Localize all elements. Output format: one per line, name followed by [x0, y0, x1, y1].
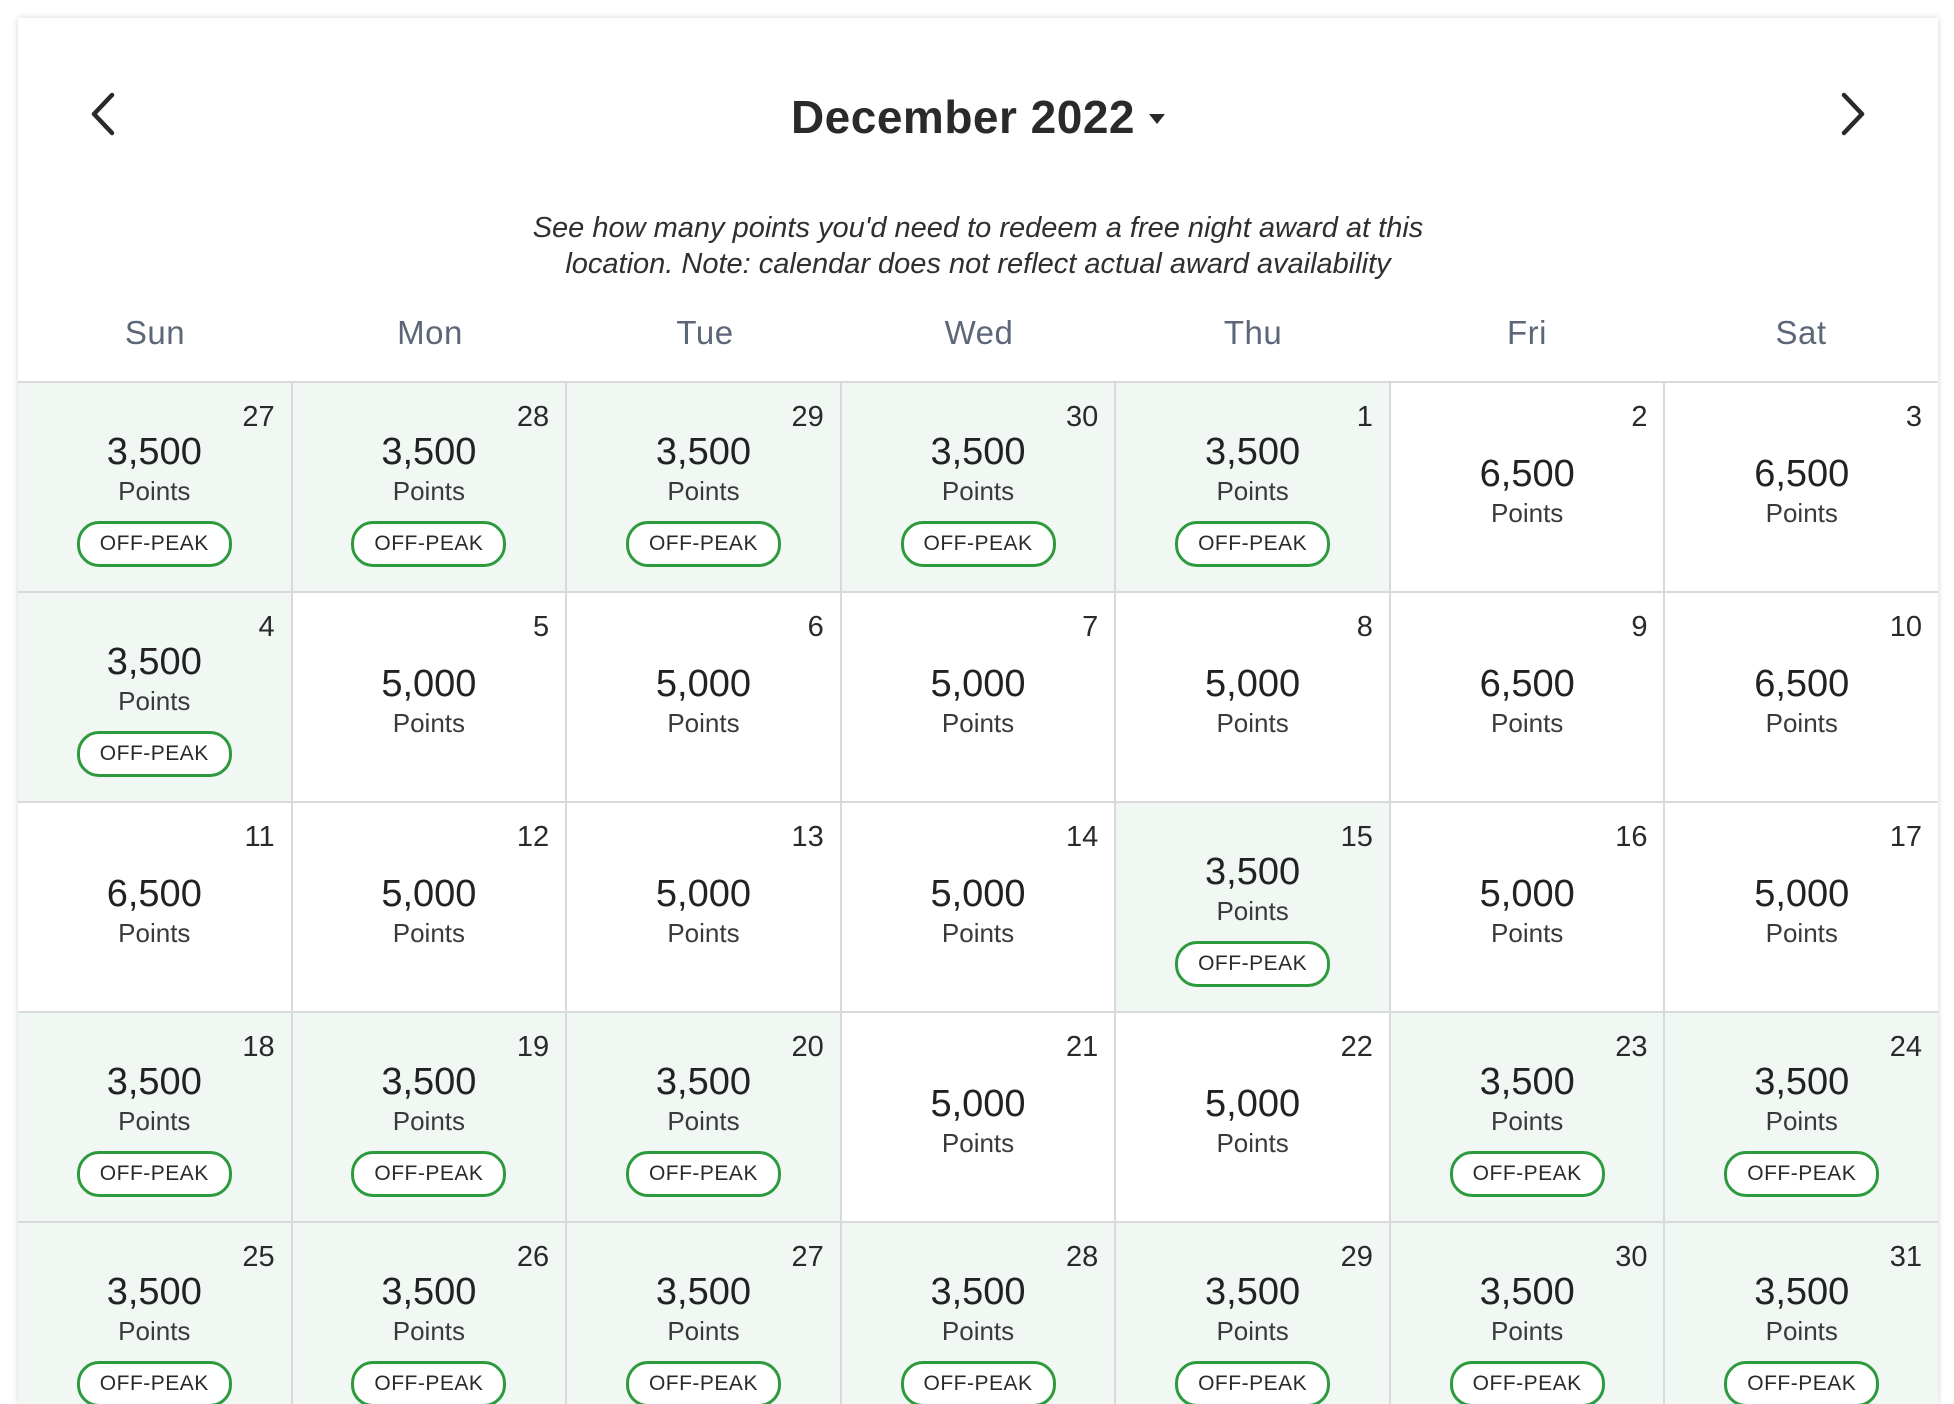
points-label: Points: [667, 918, 740, 948]
day-number: 21: [1066, 1031, 1099, 1063]
calendar-day-cell[interactable]: [842, 803, 1117, 1011]
month-select[interactable]: [18, 90, 1938, 144]
day-number: 14: [1066, 821, 1099, 853]
day-points-block: [1391, 1269, 1664, 1404]
points-label: Points: [1216, 708, 1289, 738]
points-label: Points: [667, 708, 740, 738]
calendar-day-cell[interactable]: [1116, 803, 1391, 1011]
off-peak-badge: OFF-PEAK: [77, 1361, 232, 1404]
points-value: 3,500: [1479, 1271, 1575, 1313]
day-points-block: [567, 1059, 840, 1197]
off-peak-badge: OFF-PEAK: [77, 731, 232, 777]
points-label: Points: [118, 476, 191, 506]
points-calendar: [18, 18, 1938, 1404]
day-points-block: [1665, 871, 1938, 949]
day-points-block: [842, 1269, 1115, 1404]
points-label: Points: [1491, 1316, 1564, 1346]
calendar-day-cell[interactable]: [1665, 1013, 1938, 1221]
points-label: Points: [1216, 1316, 1289, 1346]
day-number: 24: [1889, 1031, 1923, 1063]
off-peak-badge: OFF-PEAK: [901, 1361, 1056, 1404]
points-label: Points: [392, 476, 465, 506]
points-value: 5,000: [930, 873, 1026, 915]
day-number: 28: [516, 401, 550, 433]
points-value: 3,500: [655, 1271, 751, 1313]
points-value: 5,000: [930, 663, 1026, 705]
points-value: 3,500: [106, 1061, 202, 1103]
off-peak-badge: OFF-PEAK: [626, 521, 781, 567]
calendar-day-cell[interactable]: [1391, 803, 1666, 1011]
points-value: 6,500: [106, 873, 202, 915]
off-peak-badge: OFF-PEAK: [1724, 1361, 1879, 1404]
day-number: 6: [807, 611, 824, 643]
day-points-block: [567, 871, 840, 949]
points-label: Points: [1491, 708, 1564, 738]
day-points-block: [567, 429, 840, 567]
points-value: 6,500: [1479, 663, 1575, 705]
points-label: Points: [1491, 498, 1564, 528]
points-value: 5,000: [381, 873, 477, 915]
points-value: 5,000: [1205, 663, 1301, 705]
points-value: 3,500: [1205, 851, 1301, 893]
weekday-label: Sun: [124, 314, 186, 351]
weekday-label: Wed: [944, 314, 1014, 351]
calendar-day-cell[interactable]: [18, 383, 293, 591]
chevron-right-icon: [1838, 91, 1868, 137]
off-peak-badge: OFF-PEAK: [626, 1151, 781, 1197]
day-points-block: [842, 1081, 1115, 1159]
calendar-week-row: [18, 383, 1938, 593]
calendar-day-cell[interactable]: [18, 1013, 293, 1221]
points-value: 6,500: [1754, 453, 1850, 495]
day-number: 27: [791, 1241, 824, 1273]
off-peak-badge: OFF-PEAK: [351, 1151, 506, 1197]
calendar-day-cell[interactable]: [567, 803, 842, 1011]
calendar-week-row: [18, 1223, 1938, 1404]
day-number: 22: [1340, 1031, 1373, 1063]
weekday-label: Mon: [397, 314, 463, 351]
points-value: 3,500: [1205, 1271, 1301, 1313]
calendar-day-cell[interactable]: [1116, 1013, 1391, 1221]
day-points-block: [293, 871, 566, 949]
weekday-label: Thu: [1223, 314, 1283, 351]
points-value: 6,500: [1479, 453, 1575, 495]
points-label: Points: [118, 1106, 191, 1136]
calendar-day-cell[interactable]: [1665, 593, 1938, 801]
points-label: Points: [392, 1106, 465, 1136]
points-value: 3,500: [1205, 431, 1301, 473]
points-value: 3,500: [106, 641, 202, 683]
weekday-label: Sat: [1775, 314, 1827, 351]
day-number: 26: [516, 1241, 550, 1273]
day-number: 28: [1066, 1241, 1099, 1273]
calendar-day-cell[interactable]: [567, 1013, 842, 1221]
calendar-day-cell[interactable]: [1116, 383, 1391, 591]
calendar-day-cell[interactable]: [842, 1223, 1117, 1404]
calendar-day-cell[interactable]: [293, 1223, 568, 1404]
calendar-day-cell[interactable]: [18, 1223, 293, 1404]
points-value: 5,000: [930, 1083, 1026, 1125]
points-label: Points: [1216, 1128, 1289, 1158]
day-points-block: [1391, 451, 1664, 529]
points-value: 5,000: [655, 873, 751, 915]
day-number: 20: [791, 1031, 824, 1063]
points-value: 3,500: [930, 1271, 1026, 1313]
day-number: 4: [258, 611, 275, 643]
off-peak-badge: OFF-PEAK: [901, 521, 1056, 567]
day-number: 11: [244, 821, 275, 853]
points-label: Points: [1491, 918, 1564, 948]
points-label: Points: [1765, 498, 1838, 528]
off-peak-badge: OFF-PEAK: [1450, 1151, 1605, 1197]
off-peak-badge: OFF-PEAK: [1175, 1361, 1330, 1404]
points-label: Points: [667, 1106, 740, 1136]
points-label: Points: [941, 1128, 1015, 1158]
points-value: 5,000: [1479, 873, 1575, 915]
points-value: 3,500: [655, 1061, 751, 1103]
points-value: 5,000: [381, 663, 477, 705]
off-peak-badge: OFF-PEAK: [77, 521, 232, 567]
day-number: 10: [1889, 611, 1923, 643]
points-value: 3,500: [1479, 1061, 1575, 1103]
calendar-day-cell[interactable]: [293, 383, 568, 591]
points-value: 3,500: [106, 431, 202, 473]
day-points-block: [1665, 661, 1938, 739]
day-number: 9: [1631, 611, 1648, 643]
points-value: 5,000: [655, 663, 751, 705]
calendar-day-cell[interactable]: [293, 1013, 568, 1221]
day-points-block: [18, 1059, 291, 1197]
calendar-day-cell[interactable]: [293, 593, 568, 801]
calendar-day-cell[interactable]: [1391, 383, 1666, 591]
points-label: Points: [1216, 476, 1289, 506]
points-label: Points: [667, 476, 740, 506]
day-points-block: [18, 1269, 291, 1404]
points-value: 3,500: [930, 431, 1026, 473]
calendar-day-cell[interactable]: [567, 1223, 842, 1404]
off-peak-badge: OFF-PEAK: [1175, 521, 1330, 567]
calendar-day-cell[interactable]: [1391, 1223, 1666, 1404]
day-number: 2: [1631, 401, 1648, 433]
off-peak-badge: OFF-PEAK: [77, 1151, 232, 1197]
day-points-block: [567, 1269, 840, 1404]
day-points-block: [842, 871, 1115, 949]
points-value: 3,500: [1754, 1271, 1850, 1313]
points-value: 6,500: [1754, 663, 1850, 705]
calendar-week-row: [18, 593, 1938, 803]
day-points-block: [293, 1059, 566, 1197]
day-number: 16: [1615, 821, 1648, 853]
off-peak-badge: OFF-PEAK: [1450, 1361, 1605, 1404]
points-label: Points: [941, 918, 1015, 948]
points-label: Points: [941, 708, 1015, 738]
points-value: 3,500: [655, 431, 751, 473]
day-points-block: [1116, 1269, 1389, 1404]
day-number: 15: [1340, 821, 1373, 853]
day-points-block: [293, 429, 566, 567]
day-number: 31: [1889, 1241, 1923, 1273]
day-number: 8: [1356, 611, 1373, 643]
day-number: 25: [242, 1241, 275, 1273]
caret-down-icon: [1149, 114, 1165, 124]
day-points-block: [1665, 1059, 1938, 1197]
day-points-block: [1391, 1059, 1664, 1197]
day-number: 29: [1340, 1241, 1373, 1273]
points-label: Points: [941, 476, 1015, 506]
off-peak-badge: OFF-PEAK: [1724, 1151, 1879, 1197]
calendar-day-cell[interactable]: [1665, 803, 1938, 1011]
day-number: 27: [242, 401, 275, 433]
day-points-block: [293, 1269, 566, 1404]
day-points-block: [567, 661, 840, 739]
calendar-week-row: [18, 1013, 1938, 1223]
weekday-label: Fri: [1507, 314, 1547, 351]
points-value: 3,500: [381, 431, 477, 473]
day-points-block: [1116, 429, 1389, 567]
day-points-block: [1116, 849, 1389, 987]
calendar-header: [18, 18, 1938, 148]
points-label: Points: [1216, 896, 1289, 926]
day-number: 7: [1082, 611, 1099, 643]
next-month-button[interactable]: [1823, 84, 1883, 144]
off-peak-badge: OFF-PEAK: [351, 1361, 506, 1404]
day-points-block: [1116, 1081, 1389, 1159]
day-points-block: [1391, 661, 1664, 739]
day-points-block: [293, 661, 566, 739]
points-label: Points: [118, 1316, 191, 1346]
day-number: 29: [791, 401, 824, 433]
day-points-block: [1116, 661, 1389, 739]
points-value: 3,500: [106, 1271, 202, 1313]
off-peak-badge: OFF-PEAK: [1175, 941, 1330, 987]
calendar-day-cell[interactable]: [293, 803, 568, 1011]
weekday-label: Tue: [676, 314, 734, 351]
day-number: 19: [516, 1031, 550, 1063]
day-number: 17: [1889, 821, 1923, 853]
calendar-day-cell[interactable]: [567, 383, 842, 591]
day-points-block: [18, 429, 291, 567]
points-label: Points: [1765, 1106, 1838, 1136]
points-label: Points: [118, 686, 191, 716]
day-number: 18: [242, 1031, 275, 1063]
day-number: 5: [533, 611, 550, 643]
points-label: Points: [667, 1316, 740, 1346]
day-points-block: [18, 639, 291, 777]
points-label: Points: [1765, 1316, 1838, 1346]
points-value: 3,500: [1754, 1061, 1850, 1103]
points-label: Points: [392, 708, 465, 738]
calendar-day-cell[interactable]: [18, 593, 293, 801]
points-label: Points: [941, 1316, 1015, 1346]
day-number: 23: [1615, 1031, 1648, 1063]
calendar-day-cell[interactable]: [1391, 593, 1666, 801]
calendar-day-cell[interactable]: [18, 803, 293, 1011]
calendar-day-cell[interactable]: [567, 593, 842, 801]
points-label: Points: [1765, 708, 1838, 738]
points-value: 3,500: [381, 1271, 477, 1313]
points-value: 5,000: [1754, 873, 1850, 915]
points-value: 5,000: [1205, 1083, 1301, 1125]
calendar-day-cell[interactable]: [842, 593, 1117, 801]
day-number: 3: [1905, 401, 1923, 433]
day-points-block: [1665, 451, 1938, 529]
day-number: 13: [791, 821, 824, 853]
points-label: Points: [392, 918, 465, 948]
points-label: Points: [1491, 1106, 1564, 1136]
day-points-block: [1665, 1269, 1938, 1404]
points-label: Points: [118, 918, 191, 948]
points-label: Points: [392, 1316, 465, 1346]
day-number: 12: [516, 821, 550, 853]
day-number: 30: [1615, 1241, 1648, 1273]
calendar-day-cell[interactable]: [1391, 1013, 1666, 1221]
day-number: 1: [1356, 401, 1373, 433]
off-peak-badge: OFF-PEAK: [351, 521, 506, 567]
calendar-week-row: [18, 803, 1938, 1013]
off-peak-badge: OFF-PEAK: [626, 1361, 781, 1404]
day-points-block: [1391, 871, 1664, 949]
calendar-day-cell[interactable]: [1116, 593, 1391, 801]
calendar-day-cell[interactable]: [842, 1013, 1117, 1221]
weekday-header-row: [18, 314, 1938, 352]
points-value: 3,500: [381, 1061, 477, 1103]
award-note: See how many points you'd need to redeem a free night award at this location. Note: calendar does not reflect actual award availability: [532, 212, 1424, 280]
month-title: December 2022: [790, 91, 1136, 143]
calendar-day-cell[interactable]: [842, 383, 1117, 591]
calendar-day-cell[interactable]: [1665, 1223, 1938, 1404]
day-points-block: [842, 429, 1115, 567]
calendar-grid: [18, 381, 1938, 1404]
calendar-day-cell[interactable]: [1665, 383, 1938, 591]
day-points-block: [18, 871, 291, 949]
calendar-day-cell[interactable]: [1116, 1223, 1391, 1404]
day-points-block: [842, 661, 1115, 739]
points-label: Points: [1765, 918, 1838, 948]
day-number: 30: [1066, 401, 1099, 433]
